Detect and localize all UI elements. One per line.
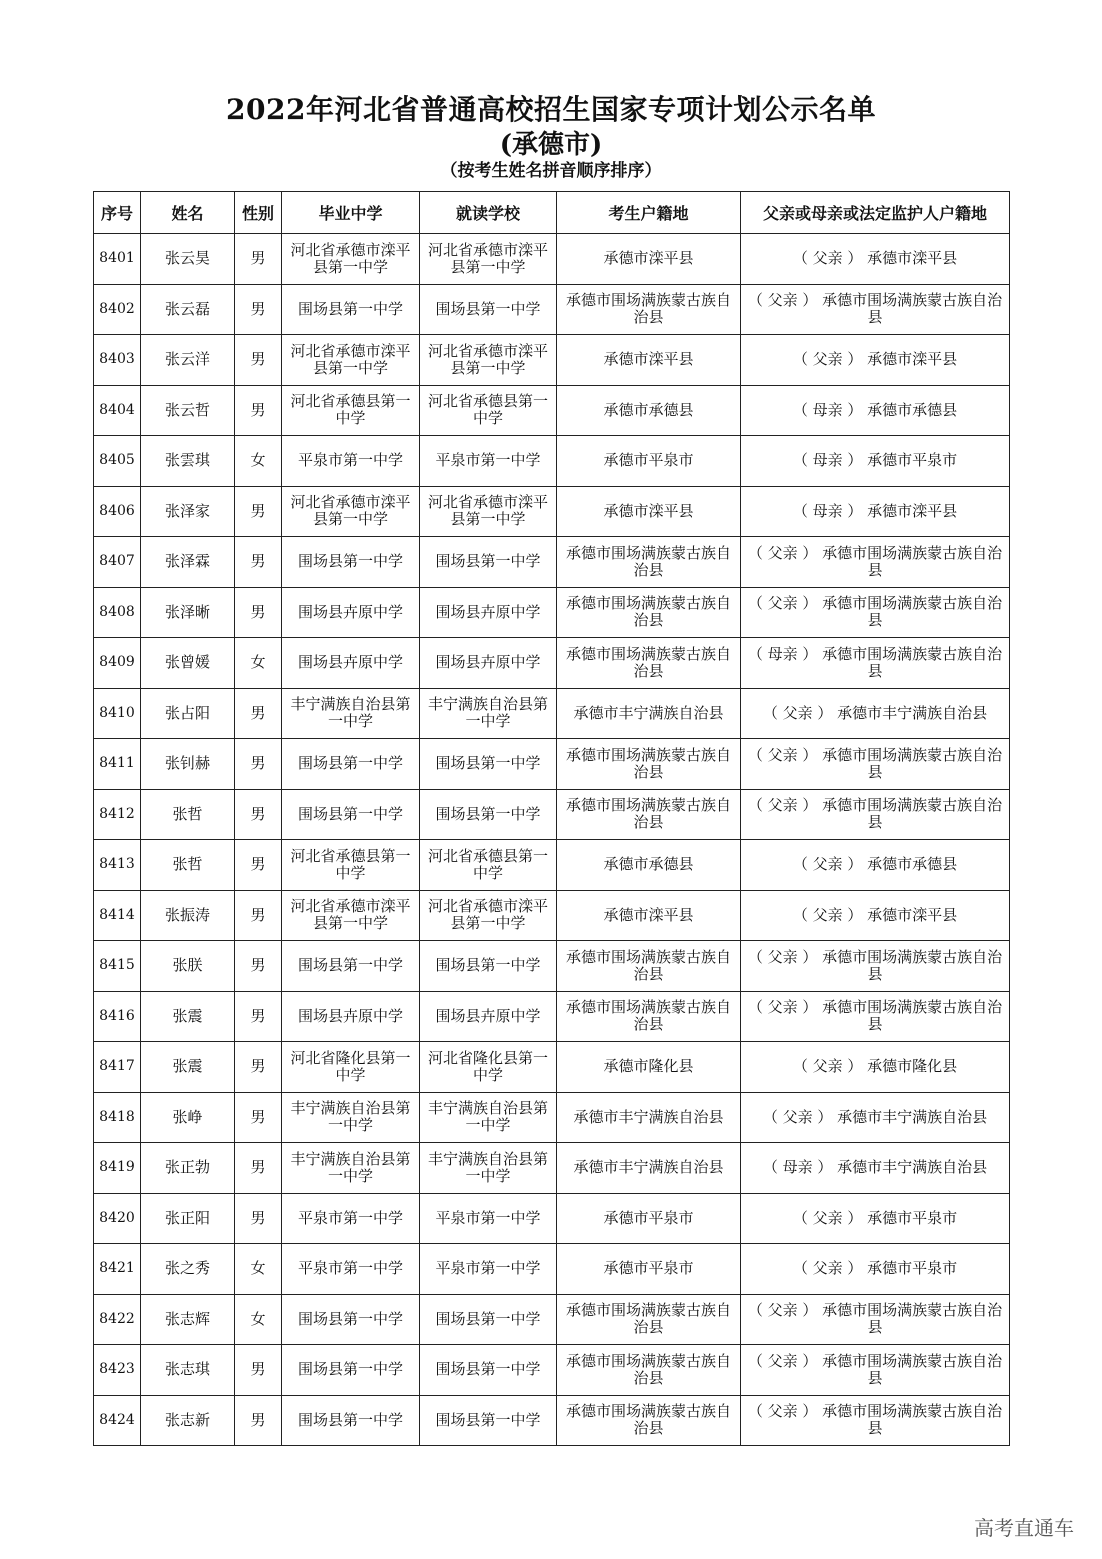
cell-student-domicile: 承德市围场满族蒙古族自治县 [557,991,741,1042]
cell-guardian-domicile: （ 父亲 ） 承德市围场满族蒙古族自治县 [741,1395,1010,1446]
cell-current-school: 围场县卉原中学 [420,638,557,689]
cell-name: 张志新 [141,1395,235,1446]
cell-name: 张曾媛 [141,638,235,689]
header-current-school: 就读学校 [420,192,557,234]
cell-name: 张朕 [141,941,235,992]
cell-graduated-school: 平泉市第一中学 [282,436,420,487]
cell-name: 张哲 [141,789,235,840]
table-row [94,739,1010,790]
cell-guardian-domicile: （ 父亲 ） 承德市围场满族蒙古族自治县 [741,1294,1010,1345]
cell-seq: 8402 [94,284,141,335]
table-row [94,1042,1010,1093]
cell-current-school: 围场县第一中学 [420,284,557,335]
cell-guardian-domicile: （ 母亲 ） 承德市平泉市 [741,436,1010,487]
table-row [94,335,1010,386]
cell-gender: 男 [235,335,282,386]
table-row [94,486,1010,537]
cell-current-school: 河北省隆化县第一中学 [420,1042,557,1093]
cell-current-school: 围场县第一中学 [420,739,557,790]
cell-gender: 男 [235,1193,282,1244]
cell-graduated-school: 围场县卉原中学 [282,587,420,638]
cell-gender: 女 [235,1244,282,1295]
cell-student-domicile: 承德市围场满族蒙古族自治县 [557,587,741,638]
cell-name: 张钊赫 [141,739,235,790]
table-row [94,587,1010,638]
cell-student-domicile: 承德市围场满族蒙古族自治县 [557,1294,741,1345]
cell-seq: 8413 [94,840,141,891]
page-title: 2022年河北省普通高校招生国家专项计划公示名单 [226,93,876,126]
cell-gender: 男 [235,739,282,790]
table-row [94,537,1010,588]
cell-graduated-school: 围场县卉原中学 [282,991,420,1042]
cell-graduated-school: 围场县第一中学 [282,1294,420,1345]
table-row [94,688,1010,739]
cell-guardian-domicile: （ 父亲 ） 承德市滦平县 [741,234,1010,285]
table-row [94,284,1010,335]
cell-current-school: 围场县第一中学 [420,537,557,588]
header-student-domicile: 考生户籍地 [557,192,741,234]
cell-gender: 男 [235,1395,282,1446]
header-guardian-domicile: 父亲或母亲或法定监护人户籍地 [741,192,1010,234]
cell-current-school: 平泉市第一中学 [420,1193,557,1244]
table-row [94,1345,1010,1396]
table-row [94,890,1010,941]
cell-graduated-school: 平泉市第一中学 [282,1193,420,1244]
table-row [94,1244,1010,1295]
watermark: 高考直通车 [974,1516,1074,1540]
cell-seq: 8415 [94,941,141,992]
cell-gender: 女 [235,638,282,689]
cell-guardian-domicile: （ 父亲 ） 承德市围场满族蒙古族自治县 [741,789,1010,840]
cell-name: 张占阳 [141,688,235,739]
cell-graduated-school: 河北省承德市滦平县第一中学 [282,486,420,537]
cell-seq: 8408 [94,587,141,638]
cell-graduated-school: 丰宁满族自治县第一中学 [282,1143,420,1194]
roster-table [93,191,1010,1446]
cell-graduated-school: 丰宁满族自治县第一中学 [282,1092,420,1143]
header-seq: 序号 [94,192,141,234]
table-row [94,638,1010,689]
cell-name: 张正阳 [141,1193,235,1244]
cell-guardian-domicile: （ 父亲 ） 承德市围场满族蒙古族自治县 [741,1345,1010,1396]
cell-gender: 男 [235,284,282,335]
cell-name: 张志琪 [141,1345,235,1396]
table-row [94,1143,1010,1194]
cell-guardian-domicile: （ 母亲 ） 承德市围场满族蒙古族自治县 [741,638,1010,689]
cell-gender: 男 [235,1042,282,1093]
cell-student-domicile: 承德市平泉市 [557,1193,741,1244]
cell-guardian-domicile: （ 父亲 ） 承德市围场满族蒙古族自治县 [741,587,1010,638]
cell-seq: 8424 [94,1395,141,1446]
cell-graduated-school: 围场县第一中学 [282,739,420,790]
cell-guardian-domicile: （ 父亲 ） 承德市围场满族蒙古族自治县 [741,537,1010,588]
cell-name: 张峥 [141,1092,235,1143]
cell-current-school: 围场县第一中学 [420,1294,557,1345]
cell-seq: 8411 [94,739,141,790]
table-row [94,1092,1010,1143]
cell-seq: 8416 [94,991,141,1042]
cell-graduated-school: 河北省承德市滦平县第一中学 [282,890,420,941]
table-row [94,1193,1010,1244]
cell-graduated-school: 围场县第一中学 [282,789,420,840]
cell-current-school: 丰宁满族自治县第一中学 [420,688,557,739]
cell-guardian-domicile: （ 父亲 ） 承德市隆化县 [741,1042,1010,1093]
cell-graduated-school: 围场县第一中学 [282,1395,420,1446]
cell-guardian-domicile: （ 母亲 ） 承德市承德县 [741,385,1010,436]
table-row [94,840,1010,891]
cell-gender: 男 [235,789,282,840]
table-row [94,1294,1010,1345]
table-row [94,234,1010,285]
cell-gender: 男 [235,840,282,891]
cell-graduated-school: 围场县第一中学 [282,284,420,335]
table-row [94,789,1010,840]
header-gender: 性别 [235,192,282,234]
cell-student-domicile: 承德市围场满族蒙古族自治县 [557,537,741,588]
cell-seq: 8418 [94,1092,141,1143]
cell-student-domicile: 承德市承德县 [557,385,741,436]
cell-seq: 8417 [94,1042,141,1093]
table-row [94,991,1010,1042]
cell-gender: 男 [235,486,282,537]
cell-student-domicile: 承德市平泉市 [557,436,741,487]
cell-name: 张振涛 [141,890,235,941]
cell-seq: 8409 [94,638,141,689]
cell-gender: 男 [235,1143,282,1194]
cell-guardian-domicile: （ 父亲 ） 承德市围场满族蒙古族自治县 [741,941,1010,992]
table-row [94,436,1010,487]
cell-student-domicile: 承德市围场满族蒙古族自治县 [557,1345,741,1396]
cell-current-school: 平泉市第一中学 [420,436,557,487]
cell-student-domicile: 承德市围场满族蒙古族自治县 [557,739,741,790]
cell-name: 张雲琪 [141,436,235,487]
cell-seq: 8403 [94,335,141,386]
cell-name: 张之秀 [141,1244,235,1295]
cell-current-school: 平泉市第一中学 [420,1244,557,1295]
cell-gender: 男 [235,385,282,436]
cell-seq: 8420 [94,1193,141,1244]
cell-graduated-school: 围场县卉原中学 [282,638,420,689]
cell-graduated-school: 河北省承德市滦平县第一中学 [282,335,420,386]
cell-guardian-domicile: （ 父亲 ） 承德市承德县 [741,840,1010,891]
cell-name: 张泽霖 [141,537,235,588]
cell-name: 张志辉 [141,1294,235,1345]
cell-student-domicile: 承德市围场满族蒙古族自治县 [557,638,741,689]
header-name: 姓名 [141,192,235,234]
cell-current-school: 河北省承德市滦平县第一中学 [420,486,557,537]
cell-name: 张泽晰 [141,587,235,638]
cell-student-domicile: 承德市滦平县 [557,486,741,537]
cell-student-domicile: 承德市围场满族蒙古族自治县 [557,1395,741,1446]
cell-seq: 8414 [94,890,141,941]
cell-current-school: 围场县第一中学 [420,789,557,840]
cell-student-domicile: 承德市丰宁满族自治县 [557,688,741,739]
cell-graduated-school: 河北省隆化县第一中学 [282,1042,420,1093]
cell-name: 张云洋 [141,335,235,386]
table-row [94,385,1010,436]
cell-student-domicile: 承德市围场满族蒙古族自治县 [557,284,741,335]
cell-name: 张哲 [141,840,235,891]
page-subtitle-city: (承德市) [499,130,603,160]
cell-guardian-domicile: （ 父亲 ） 承德市围场满族蒙古族自治县 [741,739,1010,790]
cell-guardian-domicile: （ 父亲 ） 承德市平泉市 [741,1244,1010,1295]
cell-student-domicile: 承德市隆化县 [557,1042,741,1093]
cell-guardian-domicile: （ 父亲 ） 承德市平泉市 [741,1193,1010,1244]
cell-student-domicile: 承德市滦平县 [557,335,741,386]
cell-guardian-domicile: （ 父亲 ） 承德市丰宁满族自治县 [741,1092,1010,1143]
cell-name: 张云磊 [141,284,235,335]
cell-seq: 8410 [94,688,141,739]
cell-name: 张正勃 [141,1143,235,1194]
header-graduated-school: 毕业中学 [282,192,420,234]
cell-current-school: 围场县卉原中学 [420,991,557,1042]
cell-seq: 8422 [94,1294,141,1345]
cell-graduated-school: 河北省承德县第一中学 [282,840,420,891]
cell-current-school: 围场县第一中学 [420,1395,557,1446]
cell-gender: 男 [235,688,282,739]
cell-current-school: 围场县第一中学 [420,941,557,992]
cell-seq: 8412 [94,789,141,840]
cell-gender: 男 [235,234,282,285]
cell-gender: 女 [235,436,282,487]
cell-gender: 女 [235,1294,282,1345]
cell-gender: 男 [235,1092,282,1143]
cell-graduated-school: 河北省承德县第一中学 [282,385,420,436]
cell-name: 张云哲 [141,385,235,436]
table-row [94,1395,1010,1446]
cell-student-domicile: 承德市围场满族蒙古族自治县 [557,941,741,992]
cell-seq: 8406 [94,486,141,537]
cell-current-school: 丰宁满族自治县第一中学 [420,1092,557,1143]
cell-seq: 8405 [94,436,141,487]
cell-name: 张云昊 [141,234,235,285]
cell-graduated-school: 丰宁满族自治县第一中学 [282,688,420,739]
cell-name: 张震 [141,1042,235,1093]
cell-current-school: 河北省承德市滦平县第一中学 [420,890,557,941]
cell-graduated-school: 围场县第一中学 [282,941,420,992]
cell-gender: 男 [235,537,282,588]
cell-guardian-domicile: （ 母亲 ） 承德市滦平县 [741,486,1010,537]
cell-guardian-domicile: （ 父亲 ） 承德市围场满族蒙古族自治县 [741,284,1010,335]
cell-gender: 男 [235,941,282,992]
cell-current-school: 围场县第一中学 [420,1345,557,1396]
cell-student-domicile: 承德市滦平县 [557,890,741,941]
cell-student-domicile: 承德市丰宁满族自治县 [557,1092,741,1143]
page-subtitle-sort-note: （按考生姓名拼音顺序排序） [440,161,662,181]
cell-guardian-domicile: （ 父亲 ） 承德市滦平县 [741,890,1010,941]
cell-graduated-school: 围场县第一中学 [282,1345,420,1396]
cell-student-domicile: 承德市平泉市 [557,1244,741,1295]
cell-seq: 8423 [94,1345,141,1396]
cell-name: 张震 [141,991,235,1042]
cell-gender: 男 [235,587,282,638]
cell-current-school: 河北省承德县第一中学 [420,385,557,436]
cell-graduated-school: 平泉市第一中学 [282,1244,420,1295]
table-header-row [94,192,1010,234]
cell-current-school: 丰宁满族自治县第一中学 [420,1143,557,1194]
cell-gender: 男 [235,991,282,1042]
cell-graduated-school: 围场县第一中学 [282,537,420,588]
cell-guardian-domicile: （ 母亲 ） 承德市丰宁满族自治县 [741,1143,1010,1194]
cell-student-domicile: 承德市承德县 [557,840,741,891]
cell-seq: 8404 [94,385,141,436]
cell-current-school: 河北省承德县第一中学 [420,840,557,891]
cell-guardian-domicile: （ 父亲 ） 承德市丰宁满族自治县 [741,688,1010,739]
cell-guardian-domicile: （ 父亲 ） 承德市围场满族蒙古族自治县 [741,991,1010,1042]
cell-current-school: 围场县卉原中学 [420,587,557,638]
cell-gender: 男 [235,890,282,941]
cell-seq: 8407 [94,537,141,588]
cell-name: 张泽家 [141,486,235,537]
cell-graduated-school: 河北省承德市滦平县第一中学 [282,234,420,285]
cell-student-domicile: 承德市滦平县 [557,234,741,285]
cell-current-school: 河北省承德市滦平县第一中学 [420,234,557,285]
cell-guardian-domicile: （ 父亲 ） 承德市滦平县 [741,335,1010,386]
cell-seq: 8401 [94,234,141,285]
cell-student-domicile: 承德市丰宁满族自治县 [557,1143,741,1194]
table-row [94,941,1010,992]
cell-seq: 8421 [94,1244,141,1295]
cell-current-school: 河北省承德市滦平县第一中学 [420,335,557,386]
cell-gender: 男 [235,1345,282,1396]
cell-seq: 8419 [94,1143,141,1194]
cell-student-domicile: 承德市围场满族蒙古族自治县 [557,789,741,840]
